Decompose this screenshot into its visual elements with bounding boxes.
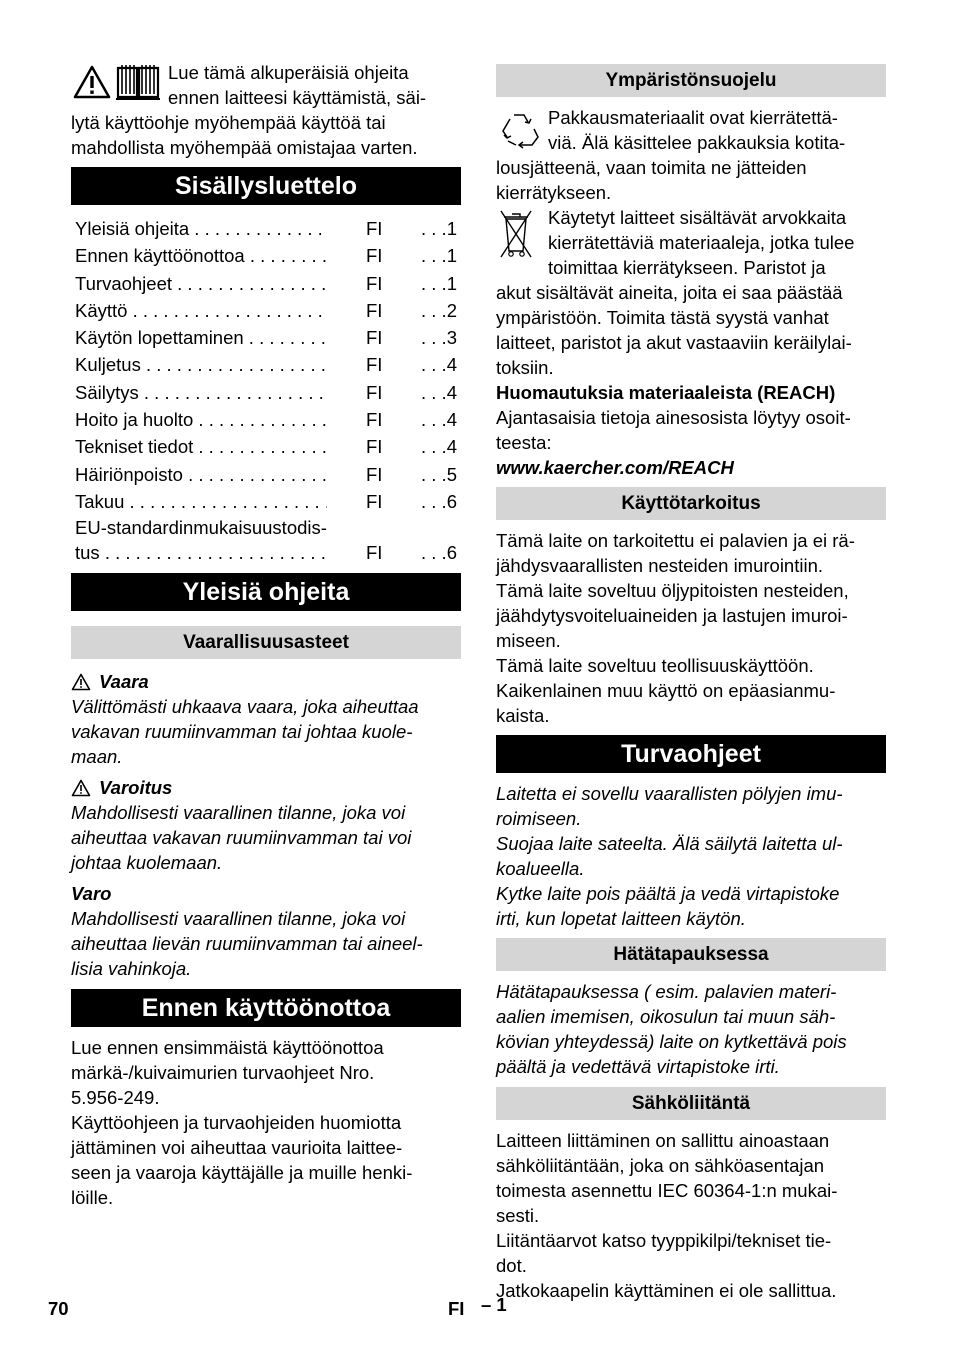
danger-block	[71, 669, 461, 769]
intro-line: ennen laitteesi käyttämistä, säi-	[168, 87, 427, 108]
electrical-connection-heading: Sähköliitäntä	[496, 1087, 886, 1120]
toc-item-lang: FI	[366, 542, 383, 564]
before-use-text	[71, 1035, 461, 1210]
reach-heading: Huomautuksia materiaaleista (REACH)	[496, 382, 836, 403]
text-line: viä. Älä käsittelee pakkauksia kotita-	[548, 132, 846, 153]
text-line: Tämä laite on tarkoitettu ei palavien ja ei rä-	[496, 530, 855, 551]
text-line: dot.	[496, 1255, 527, 1276]
toc-item[interactable]	[75, 351, 461, 378]
danger-label: Vaara	[99, 671, 149, 693]
text-line: irti, kun lopetat laitteen käytön.	[496, 908, 746, 929]
text-line: kierrätykseen.	[496, 182, 612, 203]
text-line: Liitäntäarvot katso tyyppikilpi/tekniset tie-	[496, 1230, 832, 1251]
toc-item-lang: FI	[366, 327, 383, 349]
text-line: ympäristöön. Toimita tästä syystä vanhat	[496, 307, 829, 328]
text-line: miseen.	[496, 630, 561, 651]
toc-item-page: . . .4	[421, 409, 457, 431]
toc-item-page: . . .6	[421, 490, 457, 512]
recycling-block	[496, 105, 886, 205]
danger-text: vakavan ruumiinvamman tai johtaa kuole-	[71, 721, 413, 743]
toc-item-page: . . .1	[421, 272, 457, 294]
toc-item-lang: FI	[366, 272, 383, 294]
footer-section-page: – 1	[481, 1294, 507, 1315]
text-line: sesti.	[496, 1205, 540, 1226]
toc-item-title: Käytön lopettaminen . . .	[75, 324, 327, 351]
toc-item[interactable]	[75, 406, 461, 433]
text-line: 5.956-249.	[71, 1087, 160, 1109]
toc-item-lang: FI	[366, 245, 383, 267]
toc-item-page: . . .4	[421, 354, 457, 376]
warning-text: Mahdollisesti vaarallinen tilanne, joka voi	[71, 802, 406, 824]
toc-item[interactable]	[75, 324, 461, 351]
text-line: Laitetta ei sovellu vaarallisten pölyjen imu-	[496, 783, 843, 804]
toc-item-title: Säilytys . . .	[75, 379, 327, 406]
intro-block	[71, 60, 461, 160]
toc-item[interactable]	[75, 515, 461, 565]
weee-block	[496, 205, 886, 380]
toc-item[interactable]	[75, 215, 461, 242]
text-line: seen ja vaaroja käyttäjälle ja muille henki-	[71, 1162, 413, 1184]
toc-item-lang: FI	[366, 409, 383, 431]
crossed-bin-icon	[498, 207, 534, 267]
text-line: kaista.	[496, 705, 550, 726]
caution-text: lisia vahinkoja.	[71, 958, 192, 980]
safety-text	[496, 781, 886, 931]
warning-icon	[71, 673, 91, 691]
toc-item-title: Ennen käyttöönottoa . . .	[75, 242, 327, 269]
caution-block	[71, 881, 461, 981]
text-line: koalueella.	[496, 858, 585, 879]
left-column	[71, 60, 461, 1210]
toc-item-title: tus . . .	[75, 540, 327, 565]
toc-item-page: . . .2	[421, 299, 457, 321]
text-line: Pakkausmateriaalit ovat kierrätettä-	[548, 107, 838, 128]
emergency-heading: Hätätapauksessa	[496, 938, 886, 971]
text-line: päältä ja vedettävä virtapistoke irti.	[496, 1056, 780, 1077]
danger-text: maan.	[71, 746, 123, 768]
toc-heading: Sisällysluettelo	[71, 167, 461, 205]
page-number: 70	[48, 1298, 69, 1319]
warning-text: aiheuttaa vakavan ruumiinvamman tai voi	[71, 827, 412, 849]
toc-item[interactable]	[75, 297, 461, 324]
text-line: Suojaa laite sateelta. Älä säilytä laitetta ul-	[496, 833, 843, 854]
intro-line: mahdollista myöhempää omistajaa varten.	[71, 137, 418, 158]
emergency-text	[496, 979, 886, 1079]
text-line: kierrätettäviä materiaaleja, jotka tulee	[548, 232, 855, 253]
text-line: toksiin.	[496, 357, 554, 378]
intended-use-heading: Käyttötarkoitus	[496, 487, 886, 520]
toc-item-title: Häiriönpoisto . . .	[75, 461, 327, 488]
toc-item-lang: FI	[366, 354, 383, 376]
toc-item-lang: FI	[366, 463, 383, 485]
text-line: kövian yhteydessä) laite on kytkettävä pois	[496, 1031, 847, 1052]
text-line: jättäminen voi aiheuttaa vaurioita laittee-	[71, 1137, 403, 1159]
toc-item-title: Tekniset tiedot . . .	[75, 433, 327, 460]
toc-item-page: . . .3	[421, 327, 457, 349]
toc-item-page: . . .6	[421, 542, 457, 564]
caution-text: Mahdollisesti vaarallinen tilanne, joka voi	[71, 908, 406, 930]
intended-use-text	[496, 528, 886, 728]
text-line: teesta:	[496, 432, 552, 453]
right-column	[496, 60, 886, 1303]
manual-book-icon	[115, 64, 161, 106]
toc-item-title: Takuu . . .	[75, 488, 327, 515]
text-line: Lue ennen ensimmäistä käyttöönottoa	[71, 1037, 384, 1059]
warning-text: johtaa kuolemaan.	[71, 852, 223, 874]
text-line: akut sisältävät aineita, joita ei saa päästää	[496, 282, 843, 303]
toc-item-title-line1: EU-standardinmukaisuustodis-	[75, 517, 327, 539]
toc-item-title: Yleisiä ohjeita . . .	[75, 215, 327, 242]
text-line: Käytetyt laitteet sisältävät arvokkaita	[548, 207, 847, 228]
toc-item-page: . . .1	[421, 245, 457, 267]
text-line: toimesta asennettu IEC 60364-1:n mukai-	[496, 1180, 838, 1201]
toc-item-title: Käyttö . . .	[75, 297, 327, 324]
toc-item[interactable]	[75, 242, 461, 269]
text-line: roimiseen.	[496, 808, 582, 829]
text-line: Laitteen liittäminen on sallittu ainoastaan	[496, 1130, 830, 1151]
text-line: jäähdytysvoiteluaineiden ja lastujen imuroi-	[496, 605, 848, 626]
text-line: laitteet, paristot ja akut vastaaviin keräilylai-	[496, 332, 852, 353]
text-line: toimittaa kierrätykseen. Paristot ja	[548, 257, 826, 278]
text-line: Ajantasaisia tietoja ainesosista löytyy osoit-	[496, 407, 851, 428]
danger-text: Välittömästi uhkaava vaara, joka aiheuttaa	[71, 696, 419, 718]
general-heading: Yleisiä ohjeita	[71, 573, 461, 611]
text-line: jähdysvaarallisten nesteiden imurointiin.	[496, 555, 824, 576]
warning-icon	[73, 65, 111, 105]
text-line: aalien imemisen, oikosulun tai muun säh-	[496, 1006, 836, 1027]
toc-item[interactable]	[75, 461, 461, 488]
recycling-icon	[498, 111, 540, 155]
intro-line: lytä käyttöohje myöhempää käyttöä tai	[71, 112, 386, 133]
footer-language: FI	[448, 1298, 465, 1319]
safety-heading: Turvaohjeet	[496, 735, 886, 773]
toc-item-title: Hoito ja huolto . . .	[75, 406, 327, 433]
toc-item-page: . . .1	[421, 218, 457, 239]
warning-icon	[71, 779, 91, 797]
text-line: Kytke laite pois päältä ja vedä virtapistoke	[496, 883, 840, 904]
text-line: lousjätteenä, vaan toimita ne jätteiden	[496, 157, 807, 178]
text-line: Tämä laite soveltuu öljypitoisten nesteiden,	[496, 580, 849, 601]
hazard-levels-heading: Vaarallisuusasteet	[71, 626, 461, 659]
toc-item-page: . . .5	[421, 463, 457, 485]
toc-item-lang: FI	[366, 299, 383, 321]
toc-item-page: . . .4	[421, 436, 457, 458]
toc-item-title: Kuljetus . . .	[75, 351, 327, 378]
toc-item[interactable]	[75, 379, 461, 406]
toc-item-lang: FI	[366, 381, 383, 403]
table-of-contents	[75, 215, 461, 565]
caution-text: aiheuttaa lievän ruumiinvamman tai aineel-	[71, 933, 423, 955]
text-line: Kaikenlainen muu käyttö on epäasianmu-	[496, 680, 836, 701]
text-line: märkä-/kuivaimurien turvaohjeet Nro.	[71, 1062, 375, 1084]
caution-label: Varo	[71, 883, 112, 905]
text-line: sähköliitäntään, joka on sähköasentajan	[496, 1155, 825, 1176]
text-line: Käyttöohjeen ja turvaohjeiden huomiotta	[71, 1112, 402, 1134]
before-use-heading: Ennen käyttöönottoa	[71, 989, 461, 1027]
toc-item[interactable]	[75, 488, 461, 515]
toc-item-title: Turvaohjeet . . .	[75, 270, 327, 297]
reach-link[interactable]: www.kaercher.com/REACH	[496, 457, 734, 478]
danger-heading	[71, 669, 461, 694]
warning-label: Varoitus	[99, 777, 173, 799]
toc-item-lang: FI	[366, 218, 383, 239]
toc-item-lang: FI	[366, 490, 383, 512]
warning-heading	[71, 775, 461, 800]
text-line: Jatkokaapelin käyttäminen ei ole sallittua.	[496, 1280, 837, 1301]
toc-item-lang: FI	[366, 436, 383, 458]
text-line: löille.	[71, 1187, 114, 1209]
text-line: Hätätapauksessa ( esim. palavien materi-	[496, 981, 837, 1002]
toc-item[interactable]	[75, 433, 461, 460]
intro-line: Lue tämä alkuperäisiä ohjeita	[168, 62, 409, 83]
electrical-connection-text	[496, 1128, 886, 1303]
environment-heading: Ympäristönsuojelu	[496, 64, 886, 97]
text-line: Tämä laite soveltuu teollisuuskäyttöön.	[496, 655, 814, 676]
toc-item-page: . . .4	[421, 381, 457, 403]
toc-item[interactable]	[75, 270, 461, 297]
warning-block	[71, 775, 461, 875]
